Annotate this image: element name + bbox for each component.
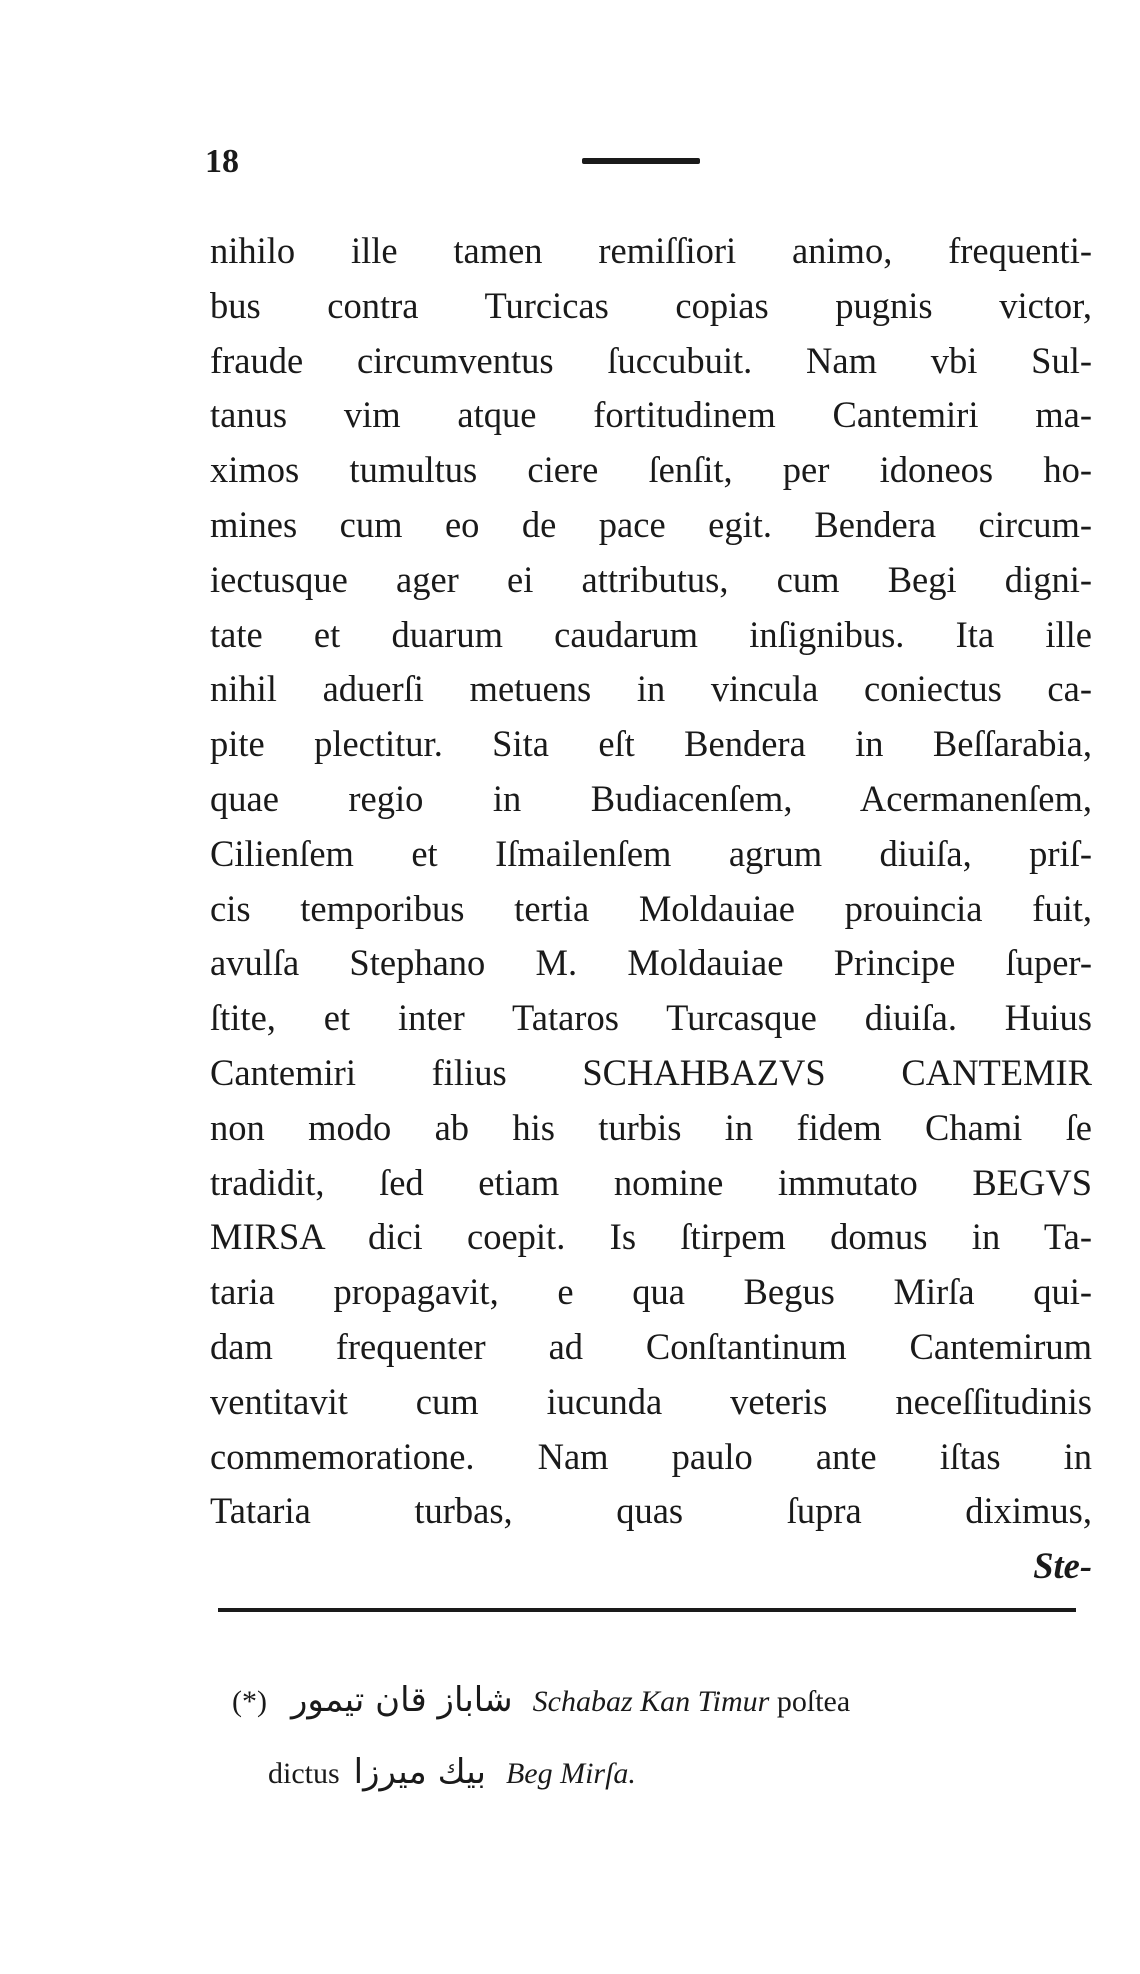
text-line: nihil aduerſi metuens in vincula coniectus ca-	[210, 668, 1092, 710]
footnote-latin-name: Schabaz Kan Timur	[532, 1685, 770, 1718]
text-line: pite plectitur. Sita eſt Bendera in Beſſarabia,	[210, 723, 1092, 765]
text-line: quae regio in Budiacenſem, Acermanenſem,	[210, 777, 1092, 819]
footnote-line-2	[232, 1737, 1092, 1809]
footnote-line-1	[232, 1665, 1092, 1737]
text-line: ventitavit cum iucunda veteris neceſſitudinis	[210, 1380, 1092, 1422]
footnote	[232, 1665, 1092, 1809]
text-line: cis temporibus tertia Moldauiae prouincia fuit,	[210, 887, 1092, 929]
text-line: avulſa Stephano M. Moldauiae Principe ſuper-	[210, 942, 1092, 984]
text-line: taria propagavit, e qua Begus Mirſa qui-	[210, 1271, 1092, 1313]
text-line: fraude circumventus ſuccubuit. Nam vbi Sul-	[210, 339, 1092, 381]
footnote-latin-title: Beg Mirſa.	[505, 1757, 636, 1790]
text-line: Tataria turbas, quas ſupra diximus,	[210, 1490, 1092, 1532]
header-rule	[582, 158, 700, 164]
text-line: tate et duarum caudarum inſignibus. Ita ille	[210, 613, 1092, 655]
text-line: bus contra Turcicas copias pugnis victor,	[210, 284, 1092, 326]
text-line: dam frequenter ad Conſtantinum Cantemirum	[210, 1325, 1092, 1367]
footnote-dictus: dictus	[268, 1757, 340, 1790]
text-line: Cantemiri filius SCHAHBAZVS CANTEMIR	[210, 1051, 1092, 1093]
footnote-arabic-name: شاباز قان تيمور	[290, 1680, 513, 1720]
text-line: non modo ab his turbis in fidem Chami ſe	[210, 1106, 1092, 1148]
text-line: nihilo ille tamen remiſſiori animo, frequenti-	[210, 230, 1092, 271]
text-line: iectusque ager ei attributus, cum Begi digni-	[210, 558, 1092, 600]
footnote-marker: (*)	[232, 1685, 267, 1718]
text-line: commemoratione. Nam paulo ante iſtas in	[210, 1435, 1092, 1477]
footnote-postea: poſtea	[776, 1685, 851, 1718]
text-line: Cilienſem et Iſmailenſem agrum diuiſa, priſ-	[210, 832, 1092, 874]
text-line: tanus vim atque fortitudinem Cantemiri ma-	[210, 394, 1092, 436]
text-line: tradidit, ſed etiam nomine immutato BEGVS	[210, 1161, 1092, 1203]
text-line: mines cum eo de pace egit. Bendera circum-	[210, 503, 1092, 545]
footnote-arabic-title: بيك ميرزا	[353, 1752, 486, 1792]
catchword: Ste-	[1033, 1545, 1092, 1587]
body-text	[210, 224, 1092, 1594]
text-line: ſtite, et inter Tataros Turcasque diuiſa. Huius	[210, 997, 1092, 1039]
text-line: MIRSA dici coepit. Is ſtirpem domus in Ta-	[210, 1216, 1092, 1258]
text-line: ximos tumultus ciere ſenſit, per idoneos ho-	[210, 449, 1092, 491]
footnote-rule	[218, 1608, 1076, 1612]
page-number: 18	[205, 143, 239, 180]
